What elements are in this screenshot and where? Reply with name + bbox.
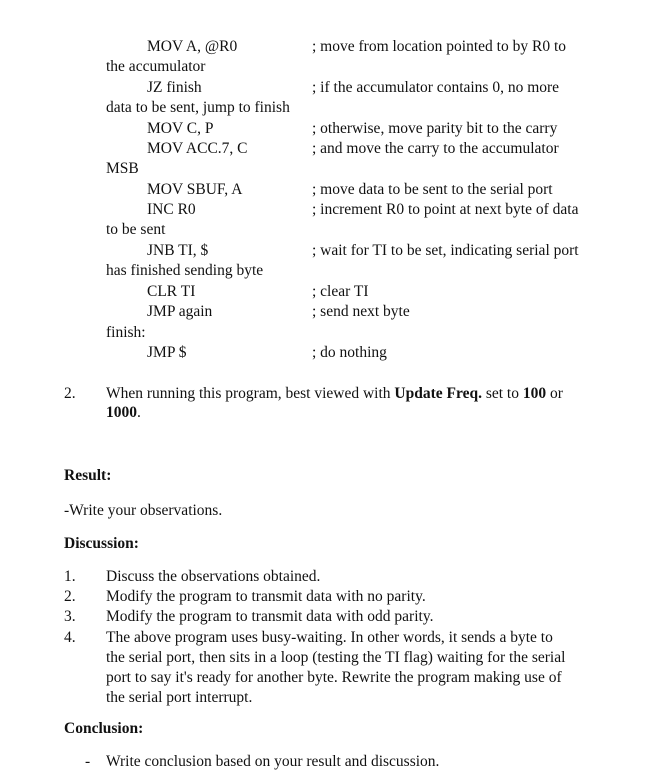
code-line-2-comment: ; if the accumulator contains 0, no more [312, 79, 560, 96]
discussion-heading: Discussion: [64, 535, 139, 552]
step-2-text-a: When running this program, best viewed with [106, 385, 395, 402]
step-2-text-b: set to [481, 385, 523, 402]
code-line-9-comment: ; send next byte [312, 303, 410, 320]
code-line-7-comment: ; wait for TI to be set, indicating serial port [312, 242, 579, 259]
code-line-9-instruction: JMP again [147, 303, 213, 320]
discussion-item-1-number: 1. [64, 568, 76, 585]
step-2-value-1000: 1000 [106, 404, 137, 421]
code-line-3-comment: ; otherwise, move parity bit to the carry [312, 120, 558, 137]
step-2-text-line-1 [106, 385, 563, 403]
code-line-4-continuation: MSB [106, 160, 139, 177]
discussion-item-1-text: Discuss the observations obtained. [106, 568, 321, 585]
code-line-10-comment: ; do nothing [312, 344, 387, 361]
code-line-6-comment: ; increment R0 to point at next byte of data [312, 201, 579, 218]
code-line-7-continuation: has finished sending byte [106, 262, 264, 279]
code-line-4-comment: ; and move the carry to the accumulator [312, 140, 559, 157]
code-line-5-instruction: MOV SBUF, A [147, 181, 243, 198]
code-line-1-continuation: the accumulator [106, 58, 206, 75]
code-line-6-instruction: INC R0 [147, 201, 196, 218]
discussion-item-4-text-line-2: the serial port, then sits in a loop (testing the TI flag) waiting for the serial [106, 649, 566, 666]
step-2-update-freq: Update Freq. [394, 385, 482, 402]
code-line-10-instruction: JMP $ [147, 344, 187, 361]
code-line-8-instruction: CLR TI [147, 283, 196, 300]
discussion-item-4-text-line-1: The above program uses busy-waiting. In other words, it sends a byte to [106, 629, 553, 646]
discussion-item-2-number: 2. [64, 588, 76, 605]
discussion-item-2-text: Modify the program to transmit data with no parity. [106, 588, 426, 605]
result-heading: Result: [64, 467, 112, 484]
conclusion-heading: Conclusion: [64, 720, 144, 737]
code-label-finish: finish: [106, 324, 146, 341]
step-2-value-100: 100 [522, 385, 547, 402]
code-line-4-instruction: MOV ACC.7, C [147, 140, 248, 157]
code-line-1-comment: ; move from location pointed to by R0 to [312, 38, 566, 55]
step-2-text-d: . [137, 404, 141, 421]
code-line-5-comment: ; move data to be sent to the serial port [312, 181, 553, 198]
code-line-2-continuation: data to be sent, jump to finish [106, 99, 290, 116]
discussion-item-4-text-line-3: port to say it's ready for another byte. Rewrite the program making use of [106, 669, 562, 686]
code-line-7-instruction: JNB TI, $ [147, 242, 209, 259]
discussion-item-3-number: 3. [64, 608, 76, 625]
code-line-2-instruction: JZ finish [147, 79, 202, 96]
discussion-item-4-text-line-4: the serial port interrupt. [106, 689, 253, 706]
result-body: -Write your observations. [64, 502, 223, 519]
code-line-1-instruction: MOV A, @R0 [147, 38, 238, 55]
conclusion-bullet: - [85, 753, 91, 770]
conclusion-text: Write conclusion based on your result and discussion. [106, 753, 440, 770]
step-2-number: 2. [64, 385, 76, 402]
discussion-item-4-number: 4. [64, 629, 76, 646]
step-2-text-c: or [546, 385, 563, 402]
code-line-6-continuation: to be sent [106, 221, 166, 238]
step-2-text-line-2 [106, 404, 141, 422]
discussion-item-3-text: Modify the program to transmit data with odd parity. [106, 608, 434, 625]
code-line-3-instruction: MOV C, P [147, 120, 214, 137]
code-line-8-comment: ; clear TI [312, 283, 369, 300]
